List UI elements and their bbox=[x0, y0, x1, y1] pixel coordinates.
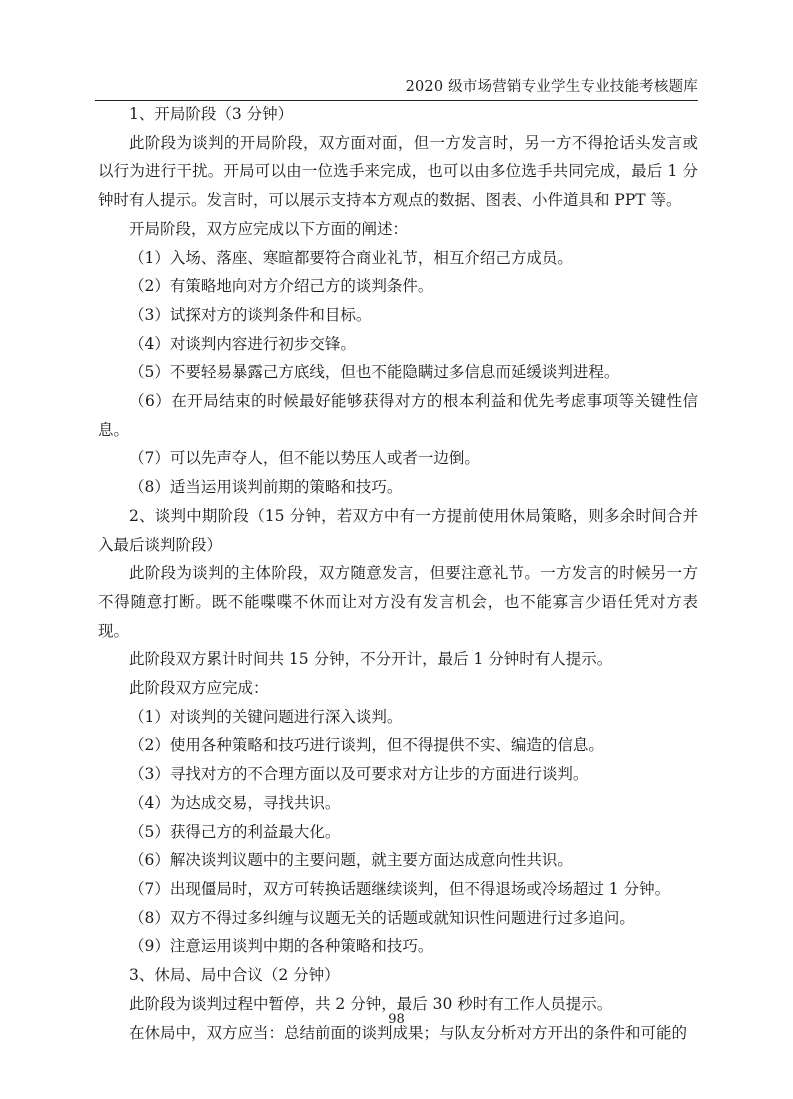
paragraph: 开局阶段，双方应完成以下方面的阐述： bbox=[129, 219, 409, 238]
list-item: （1）入场、落座、寒暄都要符合商业礼节，相互介绍己方成员。 bbox=[129, 248, 573, 267]
list-item: （3）寻找对方的不合理方面以及可要求对方让步的方面进行谈判。 bbox=[129, 765, 589, 784]
list-item: （2）有策略地向对方介绍己方的谈判条件。 bbox=[129, 277, 434, 296]
list-item: （8）双方不得过多纠缠与议题无关的话题或就知识性问题进行过多追问。 bbox=[129, 908, 635, 927]
list-item: （3）试探对方的谈判条件和目标。 bbox=[129, 305, 372, 324]
paragraph: 此阶段双方累计时间共 15 分钟，不分开计，最后 1 分钟时有人提示。 bbox=[129, 650, 613, 669]
list-item: （7）可以先声夺人，但不能以势压人或者一边倒。 bbox=[129, 449, 480, 468]
list-item: （2）使用各种策略和技巧进行谈判，但不得提供不实、编造的信息。 bbox=[129, 736, 604, 755]
list-item: （5）获得己方的利益最大化。 bbox=[129, 822, 341, 841]
list-item: （8）适当运用谈判前期的策略和技巧。 bbox=[129, 478, 403, 497]
list-item: （4）对谈判内容进行初步交锋。 bbox=[129, 334, 356, 353]
list-item: （4）为达成交易，寻找共识。 bbox=[129, 793, 341, 812]
list-item: （7）出现僵局时，双方可转换话题继续谈判，但不得退场或冷场超过 1 分钟。 bbox=[129, 879, 671, 898]
running-header: 2020 级市场营销专业学生专业技能考核题库 bbox=[405, 79, 698, 95]
section-heading: 2、谈判中期阶段（15 分钟，若双方中有一方提前使用休局策略，则多余时间合并入最后谈判阶段） bbox=[98, 506, 698, 554]
section-heading: 3、休局、局中合议（2 分钟） bbox=[129, 966, 340, 985]
list-item: （5）不要轻易暴露己方底线，但也不能隐瞒过多信息而延缓谈判进程。 bbox=[129, 363, 620, 382]
list-item: （1）对谈判的关键问题进行深入谈判。 bbox=[129, 707, 403, 726]
list-item: （6）解决谈判议题中的主要问题，就主要方面达成意向性共识。 bbox=[129, 851, 573, 870]
document-body bbox=[98, 100, 698, 1047]
list-item: （6）在开局结束的时候最好能够获得对方的根本利益和优先考虑事项等关键性信息。 bbox=[98, 392, 698, 439]
paragraph: 在休局中，双方应当：总结前面的谈判成果；与队友分析对方开出的条件和可能的 bbox=[129, 1023, 688, 1042]
paragraph: 此阶段为谈判的开局阶段，双方面对面，但一方发言时，另一方不得抢话头发言或以行为进行干扰。开局可以由一位选手来完成，也可以由多位选手共同完成，最后 1 分钟时有人提示。发言时，可以展示支持本方观点的数据、图表、小件道具和 PPT 等。 bbox=[98, 133, 698, 210]
paragraph: 此阶段为谈判过程中暂停，共 2 分钟，最后 30 秒时有工作人员提示。 bbox=[129, 994, 613, 1013]
list-item: （9）注意运用谈判中期的各种策略和技巧。 bbox=[129, 937, 434, 956]
paragraph: 此阶段为谈判的主体阶段，双方随意发言，但要注意礼节。一方发言的时候另一方不得随意打断。既不能喋喋不休而让对方没有发言机会，也不能寡言少语任凭对方表现。 bbox=[98, 564, 698, 640]
section-heading: 1、开局阶段（3 分钟） bbox=[129, 105, 294, 123]
paragraph: 此阶段双方应完成： bbox=[129, 679, 269, 698]
page-number: 98 bbox=[388, 1012, 405, 1027]
